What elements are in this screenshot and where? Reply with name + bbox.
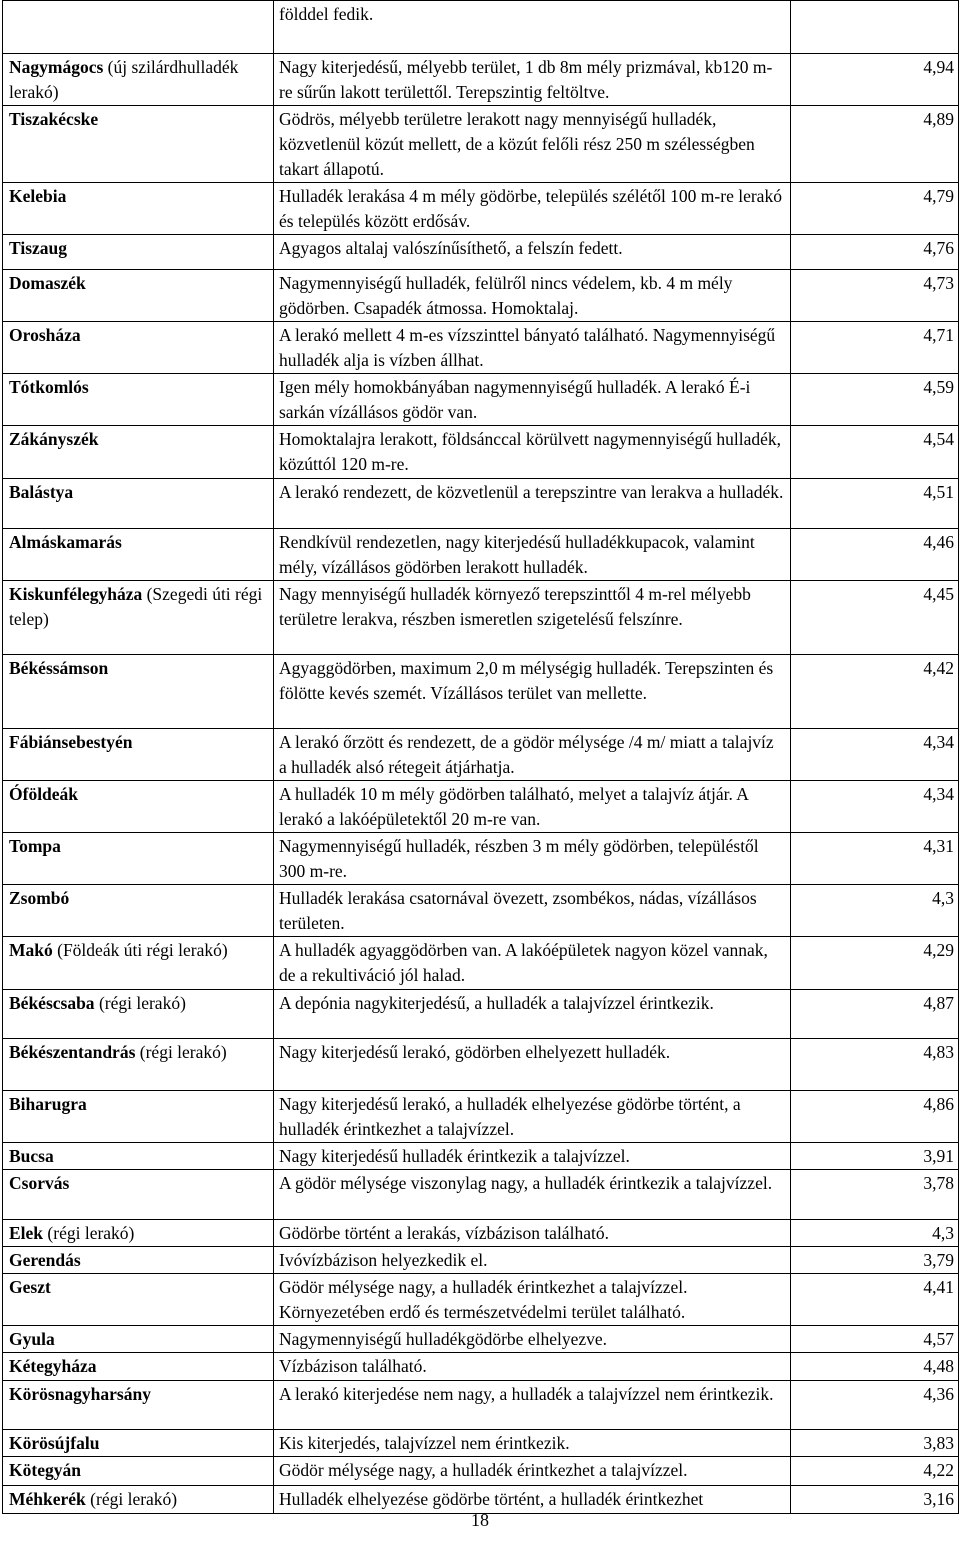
site-name: Kétegyháza	[9, 1356, 97, 1376]
score-cell: 3,16	[791, 1486, 959, 1514]
description-cell: Nagy mennyiségű hulladék környező terepszinttől 4 m-rel mélyebb területre lerakva, részben ismeretlen szigetelésű felszínre.	[274, 581, 791, 655]
site-name: Kelebia	[9, 186, 67, 206]
table-row	[3, 781, 959, 833]
site-name-cell	[3, 1143, 274, 1170]
site-name-cell	[3, 781, 274, 833]
table-row	[3, 183, 959, 235]
site-name-note: (Földeák úti régi lerakó)	[52, 940, 228, 960]
table-row	[3, 1, 959, 54]
description-cell: Vízbázison található.	[274, 1353, 791, 1381]
description-cell: A hulladék agyaggödörben van. A lakóépületek nagyon közel vannak, de a rekultiváció jól halad.	[274, 937, 791, 990]
score-cell: 4,76	[791, 235, 959, 270]
description-cell: Gödör mélysége nagy, a hulladék érintkezhet a talajvízzel.	[274, 1457, 791, 1486]
score-cell: 4,34	[791, 781, 959, 833]
site-name: Makó	[9, 940, 53, 960]
description-cell: Nagy kiterjedésű lerakó, a hulladék elhelyezése gödörbe történt, a hulladék érintkezhet a talajvízzel.	[274, 1091, 791, 1143]
table-row	[3, 1353, 959, 1381]
site-name: Kiskunfélegyháza	[9, 584, 143, 604]
site-name-cell	[3, 1430, 274, 1457]
score-cell: 4,3	[791, 1220, 959, 1247]
site-name: Orosháza	[9, 325, 81, 345]
score-cell: 4,57	[791, 1326, 959, 1353]
table-row	[3, 426, 959, 479]
score-cell: 4,59	[791, 374, 959, 426]
table-row	[3, 106, 959, 183]
site-name: Domaszék	[9, 273, 86, 293]
score-cell: 4,41	[791, 1274, 959, 1326]
site-name-cell	[3, 322, 274, 374]
site-name-cell	[3, 479, 274, 529]
score-cell: 4,54	[791, 426, 959, 479]
site-name: Kötegyán	[9, 1460, 81, 1480]
description-cell: A lerakó rendezett, de közvetlenül a terepszintre van lerakva a hulladék.	[274, 479, 791, 529]
score-cell: 4,45	[791, 581, 959, 655]
table-row	[3, 729, 959, 781]
site-name: Bucsa	[9, 1146, 54, 1166]
site-name-note: (régi lerakó)	[135, 1042, 227, 1062]
site-name-cell	[3, 1247, 274, 1274]
site-name: Nagymágocs	[9, 57, 104, 77]
description-cell: Nagy kiterjedésű, mélyebb terület, 1 db 8m mély prizmával, kb120 m-re sűrűn lakott területtől. Terepszintig feltöltve.	[274, 54, 791, 106]
site-name: Fábiánsebestyén	[9, 732, 133, 752]
site-name: Zákányszék	[9, 429, 99, 449]
score-cell: 3,79	[791, 1247, 959, 1274]
description-cell: Nagy kiterjedésű hulladék érintkezik a talajvízzel.	[274, 1143, 791, 1170]
score-cell: 4,83	[791, 1039, 959, 1091]
site-name-cell	[3, 885, 274, 937]
description-cell: Homoktalajra lerakott, földsánccal körülvett nagymennyiségű hulladék, közúttól 120 m-re.	[274, 426, 791, 479]
description-cell: Gödör mélysége nagy, a hulladék érintkezhet a talajvízzel. Környezetében erdő és természetvédelmi terület található.	[274, 1274, 791, 1326]
site-name-cell	[3, 270, 274, 322]
site-name-cell	[3, 937, 274, 990]
site-name: Óföldeák	[9, 784, 79, 804]
description-cell: Ivóvízbázison helyezkedik el.	[274, 1247, 791, 1274]
table-row	[3, 374, 959, 426]
site-name-cell	[3, 1091, 274, 1143]
score-cell: 4,71	[791, 322, 959, 374]
table-row	[3, 322, 959, 374]
site-name: Tótkomlós	[9, 377, 89, 397]
site-name-cell	[3, 1220, 274, 1247]
site-name: Körösnagyharsány	[9, 1384, 151, 1404]
table-row	[3, 1274, 959, 1326]
site-name-note: (régi lerakó)	[43, 1223, 135, 1243]
site-name: Békéscsaba	[9, 993, 95, 1013]
site-name-cell	[3, 1353, 274, 1381]
site-name: Gerendás	[9, 1250, 81, 1270]
score-cell: 4,46	[791, 529, 959, 581]
description-cell: földdel fedik.	[274, 1, 791, 54]
description-cell: Hulladék lerakása 4 m mély gödörbe, település szélétől 100 m-re lerakó és település között erdősáv.	[274, 183, 791, 235]
site-name: Balástya	[9, 482, 74, 502]
score-cell: 4,29	[791, 937, 959, 990]
description-cell: Agyaggödörben, maximum 2,0 m mélységig hulladék. Terepszinten és fölötte kevés szemét. Vízállásos terület van mellette.	[274, 655, 791, 729]
table-row	[3, 833, 959, 885]
score-cell: 4,94	[791, 54, 959, 106]
score-cell: 3,83	[791, 1430, 959, 1457]
site-name: Elek	[9, 1223, 44, 1243]
site-name-cell	[3, 106, 274, 183]
description-cell: Igen mély homokbányában nagymennyiségű hulladék. A lerakó É-i sarkán vízállásos gödör van.	[274, 374, 791, 426]
site-name: Tiszaug	[9, 238, 68, 258]
landfill-table	[2, 0, 959, 1514]
site-name-cell	[3, 1170, 274, 1220]
site-name-cell	[3, 655, 274, 729]
site-name: Tiszakécske	[9, 109, 99, 129]
site-name: Békészentandrás	[9, 1042, 136, 1062]
score-cell: 4,36	[791, 1381, 959, 1430]
description-cell: Hulladék lerakása csatornával övezett, zsombékos, nádas, vízállásos területen.	[274, 885, 791, 937]
table-row	[3, 1039, 959, 1091]
site-name: Békéssámson	[9, 658, 109, 678]
score-cell: 4,89	[791, 106, 959, 183]
site-name: Zsombó	[9, 888, 70, 908]
table-row	[3, 1091, 959, 1143]
table-row	[3, 990, 959, 1039]
site-name-note: (régi lerakó)	[94, 993, 186, 1013]
description-cell: Nagy kiterjedésű lerakó, gödörben elhelyezett hulladék.	[274, 1039, 791, 1091]
table-row	[3, 270, 959, 322]
site-name: Biharugra	[9, 1094, 87, 1114]
score-cell: 3,78	[791, 1170, 959, 1220]
description-cell: Agyagos altalaj valószínűsíthető, a felszín fedett.	[274, 235, 791, 270]
site-name-cell	[3, 235, 274, 270]
site-name-cell	[3, 1039, 274, 1091]
table-row	[3, 581, 959, 655]
site-name-cell	[3, 990, 274, 1039]
table-row	[3, 655, 959, 729]
description-cell: Nagymennyiségű hulladék, felülről nincs védelem, kb. 4 m mély gödörben. Csapadék átmossa. Homoktalaj.	[274, 270, 791, 322]
score-cell: 4,51	[791, 479, 959, 529]
site-name-cell	[3, 374, 274, 426]
site-name: Méhkerék	[9, 1489, 86, 1509]
page-number: 18	[471, 1510, 489, 1530]
description-cell: A gödör mélysége viszonylag nagy, a hulladék érintkezik a talajvízzel.	[274, 1170, 791, 1220]
description-cell: Nagymennyiségű hulladékgödörbe elhelyezve.	[274, 1326, 791, 1353]
description-cell: Gödrös, mélyebb területre lerakott nagy mennyiségű hulladék, közvetlenül közút mellett, de a közút felőli rész 250 m szélességben takart állapotú.	[274, 106, 791, 183]
score-cell: 4,48	[791, 1353, 959, 1381]
site-name-note: (régi lerakó)	[85, 1489, 178, 1509]
table-body	[3, 1, 959, 1514]
site-name-cell	[3, 1457, 274, 1486]
site-name-cell	[3, 1, 274, 54]
site-name-cell	[3, 54, 274, 106]
table-row	[3, 885, 959, 937]
site-name: Körösújfalu	[9, 1433, 100, 1453]
table-row	[3, 529, 959, 581]
site-name-cell	[3, 729, 274, 781]
site-name-note: (új szilárdhulladék lerakó)	[9, 57, 239, 102]
score-cell: 3,91	[791, 1143, 959, 1170]
site-name-cell	[3, 1326, 274, 1353]
description-cell: Kis kiterjedés, talajvízzel nem érintkezik.	[274, 1430, 791, 1457]
site-name-note: (Szegedi úti régi telep)	[9, 584, 263, 629]
site-name-cell	[3, 1274, 274, 1326]
score-cell: 4,87	[791, 990, 959, 1039]
score-cell: 4,22	[791, 1457, 959, 1486]
site-name: Almáskamarás	[9, 532, 122, 552]
site-name-cell	[3, 183, 274, 235]
score-cell	[791, 1, 959, 54]
description-cell: Gödörbe történt a lerakás, vízbázison található.	[274, 1220, 791, 1247]
score-cell: 4,86	[791, 1091, 959, 1143]
table-row	[3, 937, 959, 990]
table-row	[3, 235, 959, 270]
score-cell: 4,73	[791, 270, 959, 322]
site-name-cell	[3, 1381, 274, 1430]
description-cell: A depónia nagykiterjedésű, a hulladék a talajvízzel érintkezik.	[274, 990, 791, 1039]
table-row	[3, 1247, 959, 1274]
site-name: Tompa	[9, 836, 61, 856]
description-cell: A lerakó őrzött és rendezett, de a gödör mélysége /4 m/ miatt a talajvíz a hulladék alsó rétegeit átjárhatja.	[274, 729, 791, 781]
description-cell: Nagymennyiségű hulladék, részben 3 m mély gödörben, településtől 300 m-re.	[274, 833, 791, 885]
description-cell: A hulladék 10 m mély gödörben található, melyet a talajvíz átjár. A lerakó a lakóépületektől 20 m-re van.	[274, 781, 791, 833]
table-row	[3, 54, 959, 106]
score-cell: 4,79	[791, 183, 959, 235]
score-cell: 4,3	[791, 885, 959, 937]
site-name-cell	[3, 426, 274, 479]
table-row	[3, 479, 959, 529]
description-cell: A lerakó kiterjedése nem nagy, a hulladék a talajvízzel nem érintkezik.	[274, 1381, 791, 1430]
score-cell: 4,31	[791, 833, 959, 885]
site-name-cell	[3, 529, 274, 581]
description-cell: Rendkívül rendezetlen, nagy kiterjedésű hulladékkupacok, valamint mély, vízállásos gödörben lerakott hulladék.	[274, 529, 791, 581]
description-cell: Hulladék elhelyezése gödörbe történt, a hulladék érintkezhet	[274, 1486, 791, 1514]
site-name: Csorvás	[9, 1173, 70, 1193]
site-name: Geszt	[9, 1277, 51, 1297]
score-cell: 4,34	[791, 729, 959, 781]
description-cell: A lerakó mellett 4 m-es vízszinttel bányató található. Nagymennyiségű hulladék alja is vízben állhat.	[274, 322, 791, 374]
site-name-cell	[3, 581, 274, 655]
table-row	[3, 1326, 959, 1353]
table-row	[3, 1170, 959, 1220]
table-row	[3, 1457, 959, 1486]
site-name-cell	[3, 833, 274, 885]
score-cell: 4,42	[791, 655, 959, 729]
table-row	[3, 1381, 959, 1430]
site-name: Gyula	[9, 1329, 55, 1349]
table-row	[3, 1430, 959, 1457]
table-row	[3, 1220, 959, 1247]
table-row	[3, 1143, 959, 1170]
